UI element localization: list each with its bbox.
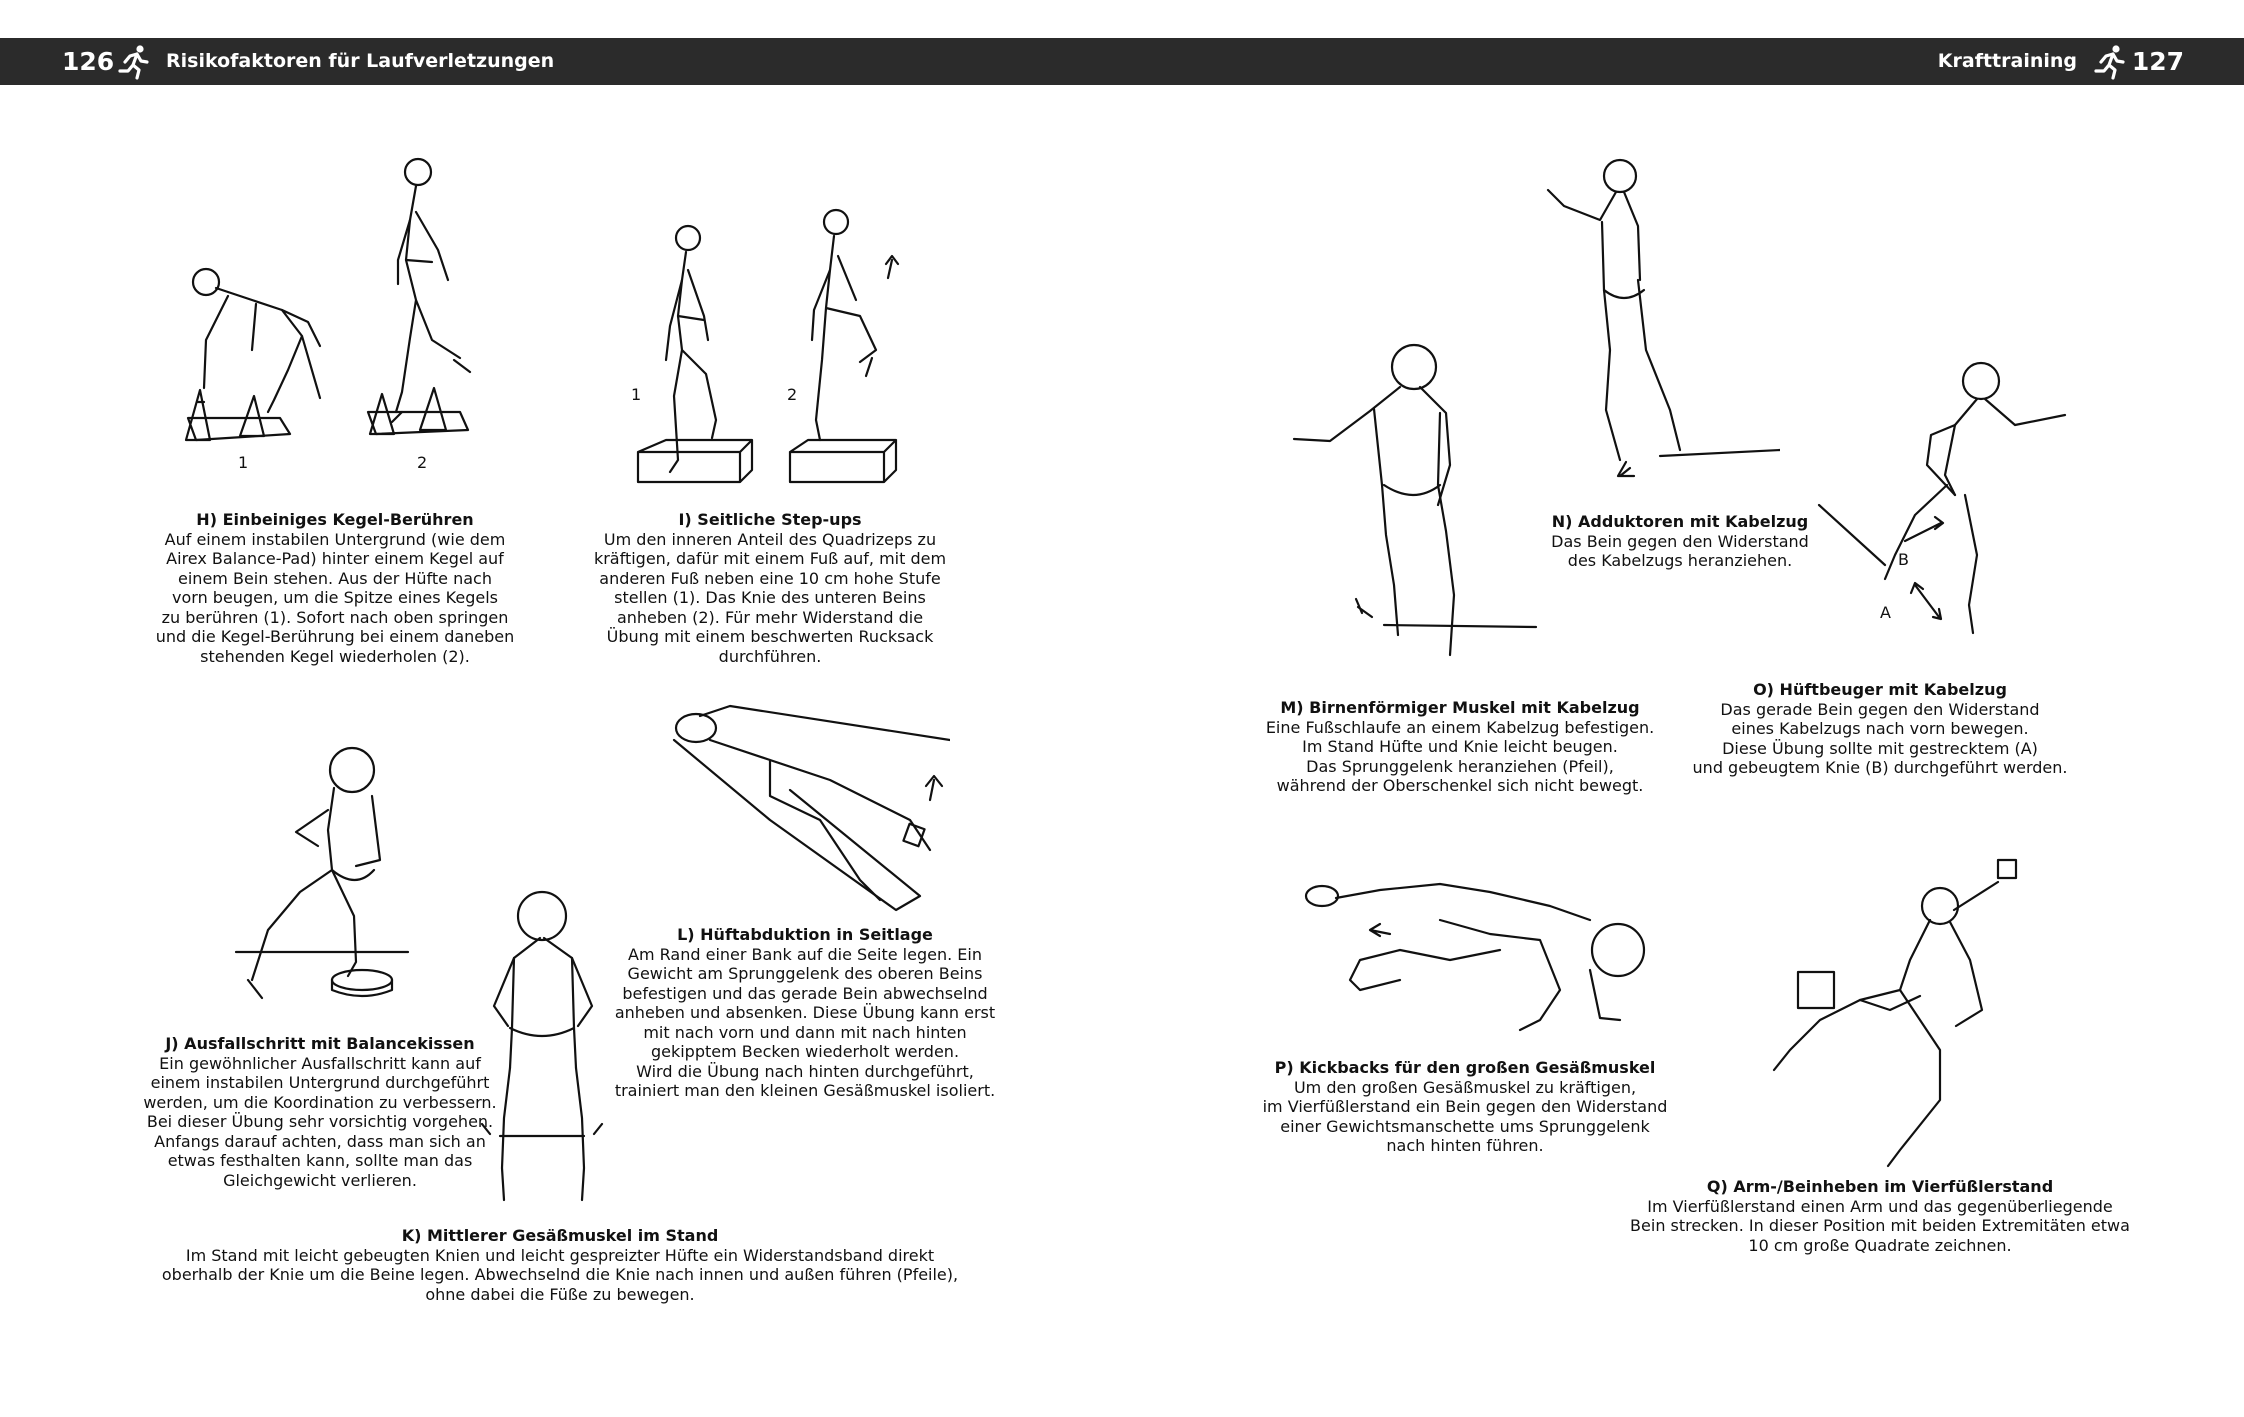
exercise-caption-h [150, 510, 520, 666]
exercise-description: Eine Fußschlaufe an einem Kabelzug befestigen. Im Stand Hüfte und Knie leicht beugen. Das Sprunggelenk heranziehen (Pfeil), während der Oberschenkel sich nicht bewegt. [1265, 717, 1655, 795]
figure-label-2: 2 [787, 385, 798, 404]
exercise-caption-l [610, 925, 1000, 1101]
right-page-number: 127 [2131, 47, 2184, 76]
left-page-number: 126 [62, 47, 115, 76]
illustration-piriformis-cable [1290, 335, 1540, 680]
right-chapter-title: Krafttraining [1937, 50, 2077, 72]
exercise-description: Das Bein gegen den Widerstand des Kabelzugs heranziehen. [1551, 531, 1809, 570]
illustration-glute-kickbacks [1300, 870, 1650, 1040]
exercise-description: Um den großen Gesäßmuskel zu kräftigen, im Vierfüßlerstand ein Bein gegen den Widerstand einer Gewichtsmanschette ums Sprunggelenk nach hinten führen. [1262, 1077, 1668, 1155]
figure-label-1: 1 [631, 385, 642, 404]
exercise-title: Q) Arm-/Beinheben im Vierfüßlerstand [1706, 1177, 2054, 1196]
exercise-caption-j [130, 1034, 510, 1190]
exercise-caption-q [1610, 1177, 2150, 1255]
exercise-title: K) Mittlerer Gesäßmuskel im Stand [401, 1226, 719, 1245]
figure-label-1: 1 [238, 453, 249, 472]
page-header-bar [0, 38, 2244, 85]
exercise-caption-o [1680, 680, 2080, 778]
exercise-title: L) Hüftabduktion in Seitlage [677, 925, 933, 944]
illustration-single-leg-cone-touch [170, 150, 510, 472]
exercise-description: Auf einem instabilen Untergrund (wie dem Airex Balance-Pad) hinter einem Kegel auf einem Bein stehen. Aus der Hüfte nach vorn beugen, um die Spitze eines Kegels zu berühren (1). Sofort nach oben springen und die Kegel-Berührung bei einem daneben stehenden Kegel wiederholen (2). [155, 529, 515, 666]
left-chapter-title: Risikofaktoren für Laufverletzungen [166, 50, 555, 72]
illustration-adductor-cable [1520, 150, 1780, 480]
illustration-hip-flexor-cable [1815, 355, 2075, 645]
figure-label-B: B [1898, 550, 1909, 569]
exercise-caption-i [585, 510, 955, 666]
exercise-caption-p [1255, 1058, 1675, 1156]
exercise-title: M) Birnenförmiger Muskel mit Kabelzug [1280, 698, 1640, 717]
exercise-title: P) Kickbacks für den großen Gesäßmuskel [1274, 1058, 1656, 1077]
exercise-title: N) Adduktoren mit Kabelzug [1551, 512, 1809, 531]
exercise-title: O) Hüftbeuger mit Kabelzug [1753, 680, 2007, 699]
exercise-description: Das gerade Bein gegen den Widerstand eines Kabelzugs nach vorn bewegen. Diese Übung sollte mit gestrecktem (A) und gebeugtem Knie (B) durchgeführt werden. [1692, 699, 2068, 777]
illustration-lunge-balance-pad [232, 740, 422, 1020]
exercise-caption-k [160, 1226, 960, 1304]
exercise-title: H) Einbeiniges Kegel-Berühren [196, 510, 474, 529]
illustration-side-step-ups [630, 190, 920, 490]
exercise-description: Im Vierfüßlerstand einen Arm und das gegenüberliegende Bein strecken. In dieser Position mit beiden Extremitäten etwa 10 cm große Quadrate zeichnen. [1630, 1196, 2130, 1255]
exercise-title: I) Seitliche Step-ups [678, 510, 862, 529]
exercise-caption-n [1530, 512, 1830, 571]
runner-icon [2092, 44, 2128, 80]
exercise-caption-m [1260, 698, 1660, 796]
exercise-title: J) Ausfallschritt mit Balancekissen [165, 1034, 475, 1053]
illustration-bird-dog-squares [1750, 850, 2030, 1170]
runner-icon [116, 44, 152, 80]
exercise-description: Um den inneren Anteil des Quadrizeps zu kräftigen, dafür mit einem Fuß auf, mit dem anderen Fuß neben eine 10 cm hohe Stufe stellen (1). Das Knie des unteren Beins anheben (2). Für mehr Widerstand die Übung mit einem beschwerten Rucksack durchführen. [593, 529, 947, 666]
figure-label-A: A [1880, 603, 1891, 622]
exercise-description: Ein gewöhnlicher Ausfallschritt kann auf einem instabilen Untergrund durchgeführt werden, um die Koordination zu verbessern. Bei dieser Übung sehr vorsichtig vorgehen. Anfangs darauf achten, dass man sich an etwas festhalten kann, sollte man das Gleichgewicht verlieren. [143, 1053, 497, 1190]
figure-label-2: 2 [417, 453, 428, 472]
exercise-description: Im Stand mit leicht gebeugten Knien und leicht gespreizter Hüfte ein Widerstandsband direkt oberhalb der Knie um die Beine legen. Abwechselnd die Knie nach innen und außen führen (Pfeile), ohne dabei die Füße zu bewegen. [161, 1245, 959, 1304]
illustration-side-lying-hip-abduction [670, 700, 950, 920]
exercise-description: Am Rand einer Bank auf die Seite legen. Ein Gewicht am Sprunggelenk des oberen Beins befestigen und das gerade Bein abwechselnd anheben und absenken. Diese Übung kann erst mit nach vorn und dann mit nach hinten gekipptem Becken wiederholt werden. Wird die Übung nach hinten durchgeführt, trainiert man den kleinen Gesäßmuskel isoliert. [614, 944, 996, 1100]
